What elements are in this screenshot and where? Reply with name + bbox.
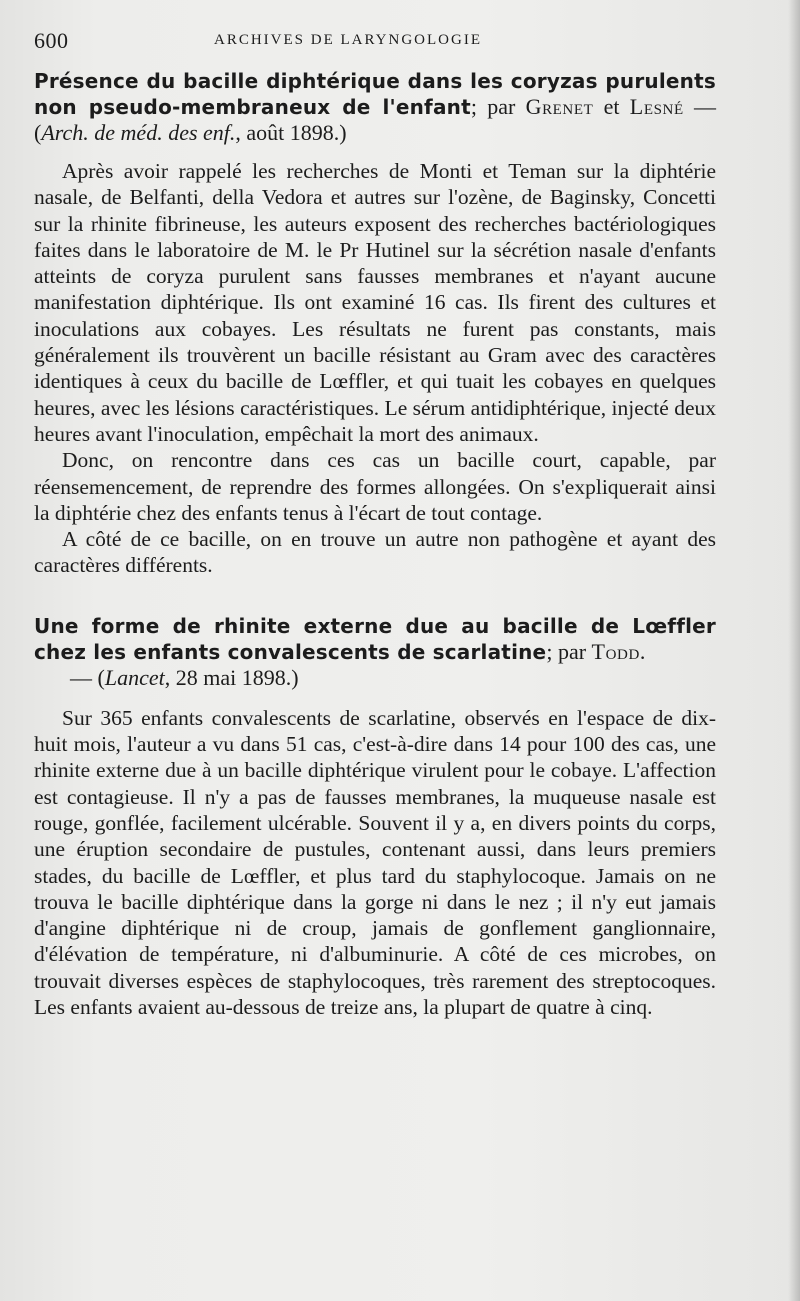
article-header: Présence du bacille diphtérique dans les coryzas purulents non pseudo-membraneux de l'enfant; par Grenet et Lesné — (Arch. de méd. des enf., août 1898.) [34,69,716,145]
article-todd [34,613,716,1021]
author-prefix: par [487,94,516,119]
body-paragraph: Sur 365 enfants convalescents de scarlatine, observés en l'espace de dix-huit mois, l'auteur a vu dans 51 cas, c'est-à-dire dans 14 pour 100 des cas, une rhinite externe due à un bacille diphtérique virulent pour le cobaye. L'affection est contagieuse. Il n'y a pas de fausses membranes, la muqueuse nasale est rouge, gonflée, facilement ulcérable. Souvent il y a, en divers points du corps, une éruption secondaire de pustules, contenant aussi, dans leurs premiers stades, du bacille de Lœffler, et plus tard du staphylocoque. Jamais on ne trouva le bacille diphtérique dans la gorge ni dans le nez ; il n'y eut jamais d'angine diphtérique ni de croup, jamais de gonflement ganglionnaire, d'élévation de température, ni d'albuminurie. A côté de ces microbes, on trouvait diverses espèces de staphylocoques, très rarement des streptocoques. Les enfants avaient au-dessous de treize ans, la plupart de quatre à cinq. [34,705,716,1020]
journal-running-title: ARCHIVES DE LARYNGOLOGIE [214,32,482,48]
citation-dash: — [70,664,92,690]
page-edge-shadow [788,0,800,1301]
page-content [34,24,716,1020]
citation-date: août 1898. [246,120,340,145]
title-separator: ; [470,94,488,119]
citation-date: 28 mai 1898. [175,664,292,690]
page-number: 600 [34,28,69,53]
author-name: Todd. [591,638,646,664]
article-title: Une forme de rhinite externe due au bacille de Lœffler chez les enfants convalescents de scarlatine [34,613,716,664]
citation-dash: — [694,94,716,119]
body-paragraph: Donc, on rencontre dans ces cas un bacille court, capable, par réensemencement, de reprendre des formes allongées. On s'expliquerait ainsi la diphtérie chez des enfants tenus à l'écart de tout contage. [34,448,716,525]
author-name: Grenet [525,94,594,119]
body-paragraph: A côté de ce bacille, on en trouve un autre non pathogène et ayant des caractères différents. [34,527,716,578]
author-name: Lesné [629,94,684,119]
article-grenet-lesne [34,68,716,579]
article-title: Présence du bacille diphtérique dans les coryzas purulents non pseudo-membraneux de l'enfant [34,69,716,119]
citation-journal: Arch. de méd. des enf. [41,120,236,145]
author-joiner: et [603,94,620,119]
article-header [34,613,716,691]
title-separator: ; [546,638,558,664]
body-paragraph: Après avoir rappelé les recherches de Monti et Teman sur la diphtérie nasale, de Belfanti, della Vedora et autres sur l'ozène, de Baginsky, Concetti sur la rhinite fibrineuse, les auteurs exposent des recherches bactériologiques faites dans le laboratoire de M. le Pr Hutinel sur la sécrétion nasale d'enfants atteints de coryza purulent sans fausses membranes et n'ayant aucune manifestation diphtérique. Ils ont examiné 16 cas. Ils firent des cultures et inoculations aux cobayes. Les résultats ne furent pas constants, mais généralement ils trouvèrent un bacille résistant au Gram avec des caractères identiques à ceux du bacille de Lœffler, et qui tuait les cobayes en quelques heures, avec les lésions caractéristiques. Le sérum antidiphtérique, injecté deux heures avant l'inoculation, empêchait la mort des animaux. [34,159,716,446]
citation-line: — (Lancet, 28 mai 1898.) [70,664,299,690]
running-head [34,24,716,58]
author-prefix: par [557,638,587,664]
citation-journal: Lancet [104,664,165,690]
